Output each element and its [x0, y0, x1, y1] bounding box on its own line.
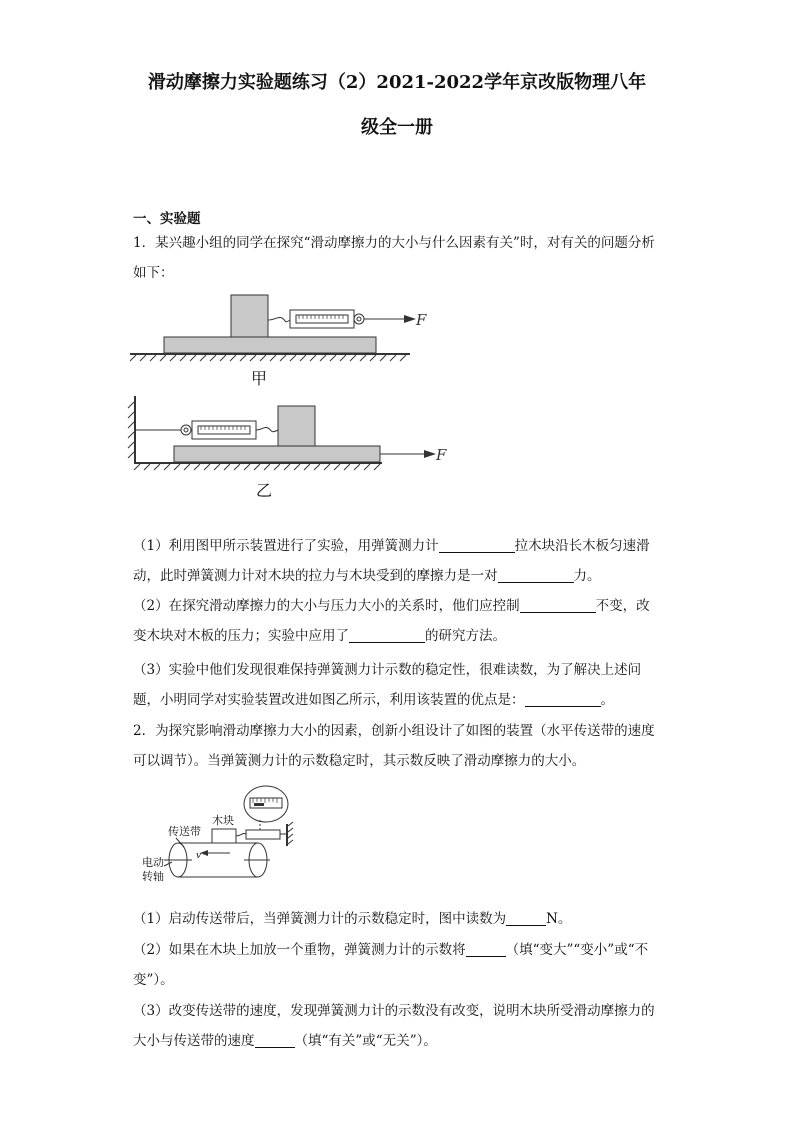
wood-block	[231, 295, 268, 337]
q1-part2: （2）在探究滑动摩擦力的大小与压力大小的关系时，他们应控制 不变，改变木块对木板的压力；实验中应用了 的研究方法。	[133, 598, 650, 644]
q2-stem: 2．为探究影响滑动摩擦力大小的因素，创新小组设计了如图的装置（水平传送带的速度可以调节）。当弹簧测力计的示数稳定时，其示数反映了滑动摩擦力的大小。	[133, 723, 655, 769]
wood-block	[212, 829, 236, 843]
long-board	[164, 337, 376, 353]
belt-rollers	[164, 843, 270, 877]
page-title-line2: 级全一册	[361, 117, 433, 138]
answer-blank[interactable]	[466, 940, 506, 957]
force-label-jia: F	[416, 311, 427, 329]
section-heading: 一、实验题	[133, 211, 201, 227]
spring-scale-icon	[236, 830, 286, 839]
answer-blank[interactable]	[255, 1031, 295, 1048]
answer-blank[interactable]	[506, 909, 546, 926]
page-title-line1: 滑动摩擦力实验题练习（2）2021-2022学年京改版物理八年	[147, 72, 647, 93]
answer-blank[interactable]	[498, 566, 574, 583]
velocity-label: v	[196, 851, 202, 861]
spring-scale-icon	[268, 310, 364, 328]
label-block: 木块	[212, 814, 234, 827]
q1-stem: 1．某兴趣小组的同学在探究“滑动摩擦力的大小与什么因素有关”时，对有关的问题分析如下：	[133, 235, 655, 281]
fig-label-yi: 乙	[256, 481, 273, 500]
answer-blank[interactable]	[520, 596, 596, 613]
figure-jia	[130, 292, 450, 392]
fig-label-jia: 甲	[251, 369, 268, 388]
answer-blank[interactable]	[439, 536, 515, 553]
label-motor-2: 转轴	[142, 870, 164, 883]
q1-part3: （3）实验中他们发现很难保持弹簧测力计示数的稳定性，很难读数，为了解决上述问题，小明同学对实验装置改进如图乙所示，利用该装置的优点是： 。	[133, 662, 642, 708]
answer-blank[interactable]	[525, 690, 601, 707]
answer-blank[interactable]	[349, 626, 425, 643]
q2-part2: （2）如果在木块上加放一个重物，弹簧测力计的示数将 （填“变大”“变小”或“不变”）。	[133, 942, 649, 988]
spring-scale-icon	[181, 421, 278, 439]
q2-part1: （1）启动传送带后，当弹簧测力计的示数稳定时，图中读数为 N。	[133, 911, 572, 927]
label-belt: 传送带	[168, 825, 201, 838]
magnifier-bubble	[244, 786, 288, 830]
wood-block	[278, 406, 315, 446]
label-motor-1: 电动	[142, 856, 164, 869]
q2-part3: （3）改变传送带的速度，发现弹簧测力计的示数没有改变，说明木块所受滑动摩擦力的大小与传送带的速度 （填“有关”或“无关”）。	[133, 1003, 655, 1049]
figure-conveyor	[138, 784, 308, 894]
force-label-yi: F	[436, 446, 447, 464]
long-board	[174, 446, 380, 462]
figure-yi	[126, 392, 456, 502]
q1-part1: （1）利用图甲所示装置进行了实验，用弹簧测力计 拉木块沿长木板匀速滑动，此时弹簧测力计对木块的拉力与木块受到的摩擦力是一对 力。	[133, 538, 650, 584]
